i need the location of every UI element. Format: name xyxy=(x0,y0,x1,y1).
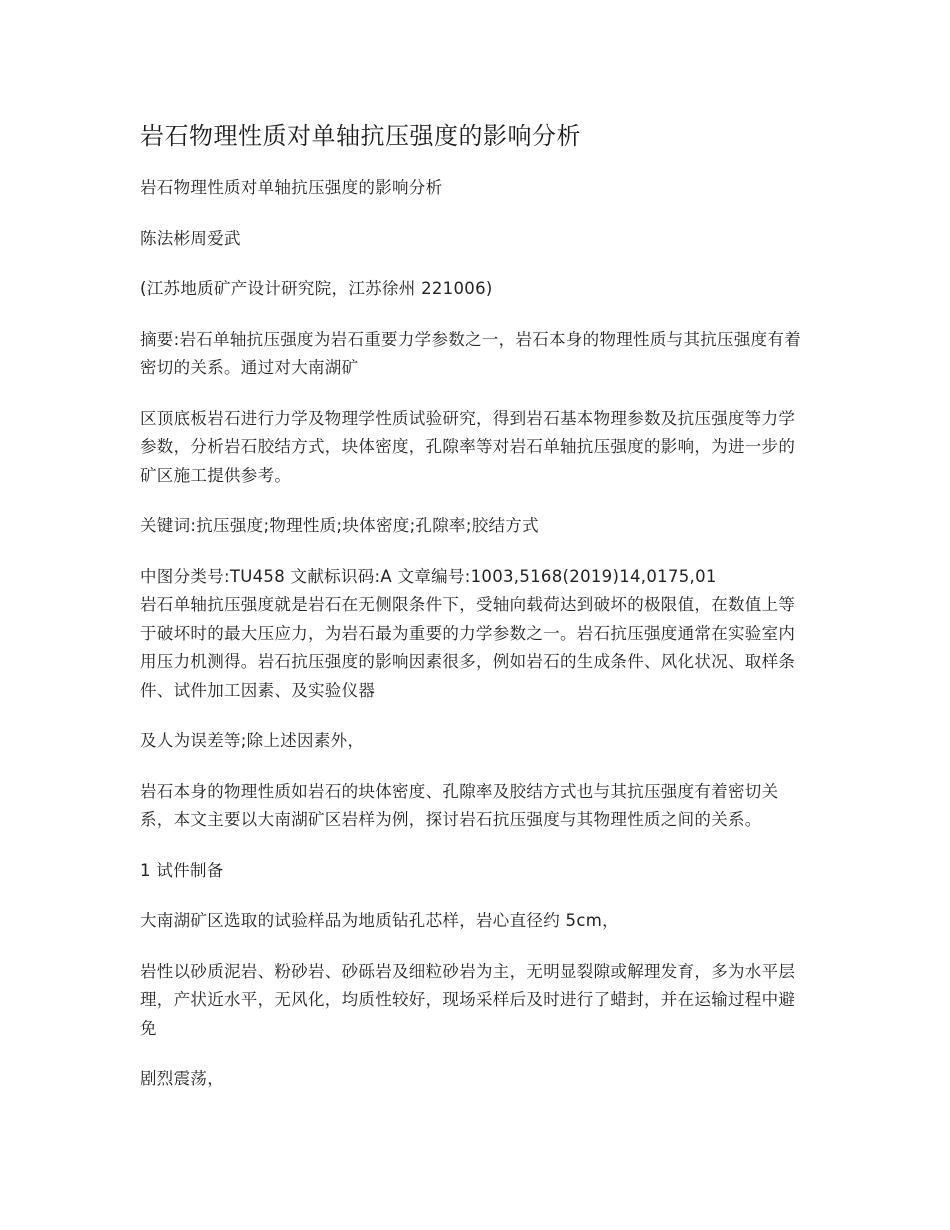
intro-continuation: 及人为误差等;除上述因素外， xyxy=(140,731,365,750)
physical-properties-paragraph: 岩石本身的物理性质如岩石的块体密度、孔隙率及胶结方式也与其抗压强度有着密切关系，本文主要以大南湖矿区岩样为例，探讨岩石抗压强度与其物理性质之间的关系。 xyxy=(140,781,779,829)
authors: 陈法彬周爱武 xyxy=(140,228,241,248)
document-body xyxy=(140,118,805,1116)
intro-paragraph: 岩石单轴抗压强度就是岩石在无侧限条件下，受轴向载荷达到破坏的极限值，在数值上等于破坏时的最大压应力，为岩石最为重要的力学参数之一。岩石抗压强度通常在实验室内用压力机测得。岩石抗压强度的影响因素很多，例如岩石的生成条件、风化状况、取样条件、试件加工因素、及实验仪器 xyxy=(140,595,796,700)
document-title: 岩石物理性质对单轴抗压强度的影响分析 xyxy=(140,122,581,150)
abstract-part-2: 区顶底板岩石进行力学及物理学性质试验研究，得到岩石基本物理参数及抗压强度等力学参数，分析岩石胶结方式，块体密度，孔隙率等对岩石单轴抗压强度的影响，为进一步的矿区施工提供参考。 xyxy=(140,408,796,485)
keywords: 关键词:抗压强度;物理性质;块体密度;孔隙率;胶结方式 xyxy=(140,516,539,535)
section-heading-specimen-preparation: 1 试件制备 xyxy=(140,860,224,880)
specimen-paragraph-1: 大南湖矿区选取的试验样品为地质钻孔芯样，岩心直径约 5cm， xyxy=(140,911,619,930)
classification-info: 中图分类号:TU458 文献标识码:A 文章编号:1003,5168(2019)14,0175,01 xyxy=(140,566,717,586)
affiliation: (江苏地质矿产设计研究院，江苏徐州 221006) xyxy=(140,279,493,298)
specimen-paragraph-2: 岩性以砂质泥岩、粉砂岩、砂砾岩及细粒砂岩为主，无明显裂隙或解理发育，多为水平层理，产状近水平，无风化，均质性较好，现场采样后及时进行了蜡封，并在运输过程中避免 xyxy=(140,961,796,1038)
subtitle: 岩石物理性质对单轴抗压强度的影响分析 xyxy=(140,178,443,197)
specimen-paragraph-3: 剧烈震荡， xyxy=(140,1069,224,1088)
abstract-part-1: 摘要:岩石单轴抗压强度为岩石重要力学参数之一，岩石本身的物理性质与其抗压强度有着密切的关系。通过对大南湖矿 xyxy=(140,329,802,377)
